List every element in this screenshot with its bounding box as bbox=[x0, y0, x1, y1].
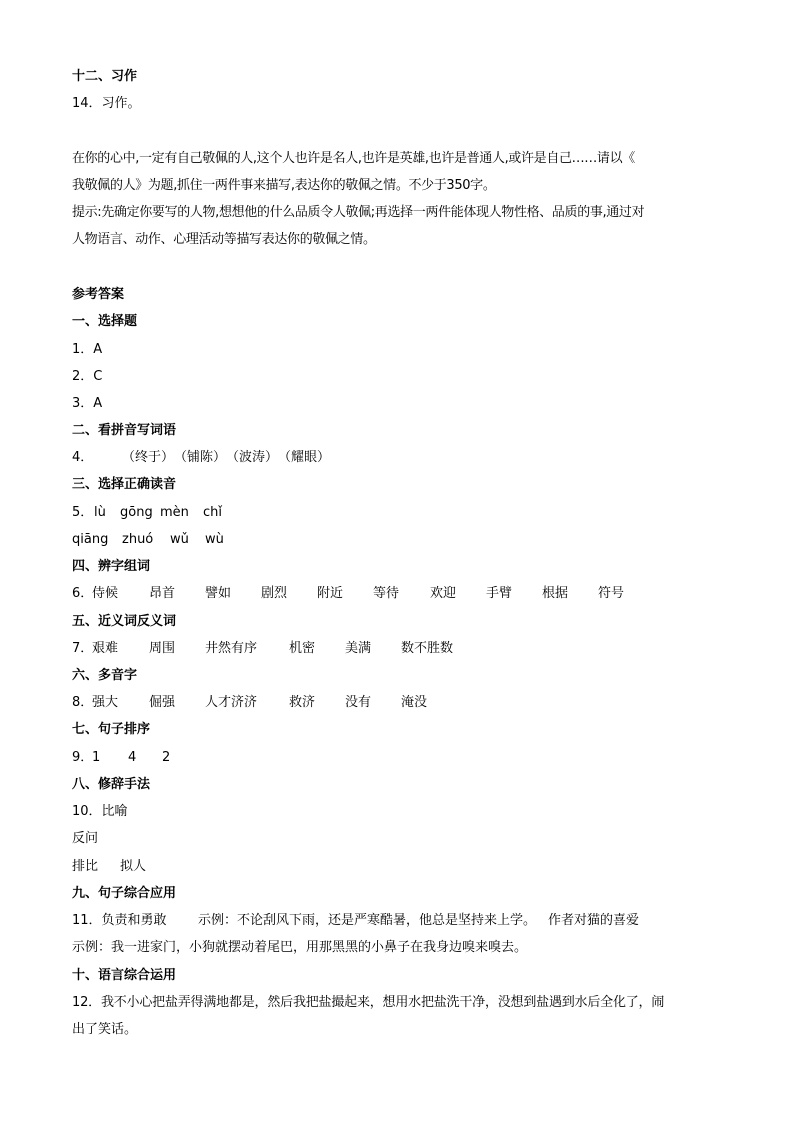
answer-word: 排比 bbox=[72, 859, 99, 874]
section-heading-1: 一、选择题 bbox=[72, 314, 138, 329]
pinyin: wù bbox=[205, 532, 224, 547]
answer-4-row bbox=[72, 449, 330, 467]
question-14: 14．习作。 bbox=[72, 96, 141, 111]
prompt-line-1: 在你的心中,一定有自己敬佩的人,这个人也许是名人,也许是英雄,也许是普通人,或许是自己……请以《 bbox=[72, 151, 635, 166]
answer-12-line-2: 出了笑话。 bbox=[72, 1022, 138, 1037]
answer-word: 艰难 bbox=[92, 641, 119, 656]
answer-number: 9． bbox=[72, 750, 94, 765]
answer-order: 4 bbox=[128, 750, 137, 765]
section-heading-6: 六、多音字 bbox=[72, 668, 138, 683]
answer-number: 5． bbox=[72, 505, 94, 520]
section-heading-9: 九、句子综合应用 bbox=[72, 886, 177, 901]
answer-order: 2 bbox=[162, 750, 171, 765]
hint-line-2: 人物语言、动作、心理活动等描写表达你的敬佩之情。 bbox=[72, 232, 376, 247]
answer-word: 侍候 bbox=[92, 586, 119, 601]
answer-word: 拟人 bbox=[120, 859, 147, 874]
section-heading-8: 八、修辞手法 bbox=[72, 777, 151, 792]
answer-10-line-2: 反问 bbox=[72, 831, 99, 846]
answer-5-row-2 bbox=[72, 531, 224, 549]
section-heading-4: 四、辨字组词 bbox=[72, 559, 151, 574]
answer-number: 6． bbox=[72, 586, 94, 601]
answer-word: 人才济济 bbox=[205, 695, 258, 710]
answer-word: 譬如 bbox=[205, 586, 232, 601]
answer-word: 美满 bbox=[345, 641, 372, 656]
answer-number: 4． bbox=[72, 450, 94, 465]
answer-word: 机密 bbox=[289, 641, 316, 656]
answer-word: 周围 bbox=[149, 641, 176, 656]
answer-word: 根据 bbox=[542, 586, 569, 601]
pinyin: gōng bbox=[120, 505, 153, 520]
answer-word: 井然有序 bbox=[205, 641, 258, 656]
answer-word: （耀眼） bbox=[278, 450, 331, 465]
answer-text: 作者对猫的喜爱 bbox=[548, 913, 640, 928]
section-heading-10: 十、语言综合运用 bbox=[72, 968, 177, 983]
answer-word: 没有 bbox=[345, 695, 372, 710]
answer-example: 示例：不论刮风下雨，还是严寒酷暑，他总是坚持来上学。 bbox=[198, 913, 537, 928]
section-heading-2: 二、看拼音写词语 bbox=[72, 423, 177, 438]
pinyin: wǔ bbox=[170, 532, 189, 547]
answer-word: （终于） bbox=[122, 450, 175, 465]
section-heading-5: 五、近义词反义词 bbox=[72, 614, 177, 629]
answer-5-row-1 bbox=[72, 504, 222, 522]
answer-word: 淹没 bbox=[401, 695, 428, 710]
answer-10-line-1: 10．比喻 bbox=[72, 804, 128, 819]
answer-12-line-1: 12．我不小心把盐弄得满地都是，然后我把盐撮起来，想用水把盐洗干净，没想到盐遇到水后全化了，闹 bbox=[72, 995, 665, 1010]
answer-1: 1．A bbox=[72, 342, 103, 357]
answer-11-line-2: 示例：我一进家门，小狗就摆动着尾巴，用那黑黑的小鼻子在我身边嗅来嗅去。 bbox=[72, 940, 528, 955]
section-heading-7: 七、句子排序 bbox=[72, 722, 151, 737]
answer-word: （波涛） bbox=[226, 450, 279, 465]
answer-word: 手臂 bbox=[486, 586, 513, 601]
answer-word: 欢迎 bbox=[430, 586, 457, 601]
pinyin: zhuó bbox=[122, 532, 154, 547]
prompt-line-2: 我敬佩的人》为题,抓住一两件事来描写,表达你的敬佩之情。不少于350字。 bbox=[72, 178, 496, 193]
answer-word: 符号 bbox=[598, 586, 625, 601]
hint-line-1: 提示:先确定你要写的人物,想想他的什么品质令人敬佩;再选择一两件能体现人物性格、品质的事,通过对 bbox=[72, 205, 645, 220]
answers-title: 参考答案 bbox=[72, 287, 125, 302]
answer-number: 8． bbox=[72, 695, 94, 710]
answer-word: 附近 bbox=[317, 586, 344, 601]
section-heading-12: 十二、习作 bbox=[72, 69, 138, 84]
answer-word: 救济 bbox=[289, 695, 316, 710]
pinyin: lù bbox=[94, 505, 106, 520]
answer-9-row bbox=[72, 749, 170, 767]
answer-word: 剧烈 bbox=[261, 586, 288, 601]
section-heading-3: 三、选择正确读音 bbox=[72, 477, 177, 492]
answer-6-row bbox=[72, 585, 624, 603]
pinyin: mèn bbox=[160, 505, 189, 520]
pinyin: qiāng bbox=[72, 532, 109, 547]
pinyin: chǐ bbox=[203, 505, 222, 520]
answer-11-line-1 bbox=[72, 912, 639, 930]
answer-order: 1 bbox=[92, 750, 101, 765]
answer-3: 3．A bbox=[72, 396, 103, 411]
answer-8-row bbox=[72, 694, 427, 712]
answer-word: （铺陈） bbox=[174, 450, 227, 465]
answer-10-line-3 bbox=[72, 858, 146, 876]
answer-word: 昂首 bbox=[149, 586, 176, 601]
answer-word: 强大 bbox=[92, 695, 119, 710]
answer-7-row bbox=[72, 640, 453, 658]
answer-word: 数不胜数 bbox=[401, 641, 454, 656]
answer-word: 倔强 bbox=[149, 695, 176, 710]
answer-word: 等待 bbox=[373, 586, 400, 601]
answer-text: 11．负责和勇敢 bbox=[72, 913, 167, 928]
answer-2: 2．C bbox=[72, 369, 103, 384]
answer-number: 7． bbox=[72, 641, 94, 656]
